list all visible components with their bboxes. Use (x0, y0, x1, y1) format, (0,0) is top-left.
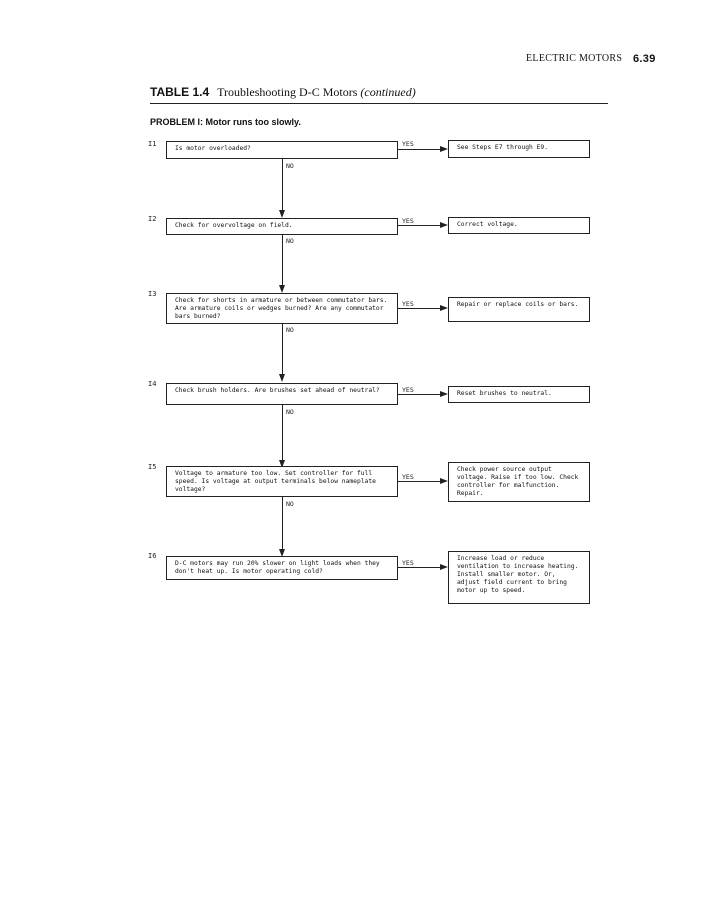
no-label-i2: NO (286, 237, 294, 245)
table-label: TABLE 1.4 (150, 85, 210, 99)
action-box-i5: Check power source output voltage. Raise if too low. Check controller for malfunction. Repair. (448, 462, 590, 502)
yes-arrow-i4 (440, 391, 448, 397)
no-line-i3 (282, 324, 283, 374)
step-id-i3: I3 (148, 290, 157, 298)
yes-arrow-i6 (440, 564, 448, 570)
question-box-i6: D-C motors may run 20% slower on light loads when they don't heat up. Is motor operating cold? (166, 556, 398, 580)
yes-line-i3 (398, 308, 440, 309)
page-number: 6.39 (633, 53, 656, 65)
step-id-i2: I2 (148, 215, 157, 223)
table-continued: (continued) (360, 85, 416, 99)
yes-line-i4 (398, 394, 440, 395)
action-box-i2: Correct voltage. (448, 217, 590, 234)
question-box-i4: Check brush holders. Are brushes set ahead of neutral? (166, 383, 398, 405)
yes-arrow-i5 (440, 478, 448, 484)
yes-line-i6 (398, 567, 440, 568)
yes-label-i3: YES (402, 300, 414, 308)
yes-arrow-i3 (440, 305, 448, 311)
question-box-i5: Voltage to armature too low. Set controller for full speed. Is voltage at output terminals below nameplate voltage? (166, 466, 398, 497)
yes-line-i1 (398, 149, 440, 150)
question-box-i2: Check for overvoltage on field. (166, 218, 398, 235)
no-line-i5 (282, 497, 283, 549)
no-arrow-i1 (279, 210, 285, 218)
step-id-i4: I4 (148, 380, 157, 388)
yes-line-i5 (398, 481, 440, 482)
no-label-i5: NO (286, 500, 294, 508)
yes-label-i4: YES (402, 386, 414, 394)
no-arrow-i3 (279, 374, 285, 382)
yes-line-i2 (398, 225, 440, 226)
yes-label-i2: YES (402, 217, 414, 225)
yes-arrow-i1 (440, 146, 448, 152)
question-box-i1: Is motor overloaded? (166, 141, 398, 159)
yes-arrow-i2 (440, 222, 448, 228)
running-header-section: ELECTRIC MOTORS (526, 53, 623, 64)
caption-rule (150, 103, 608, 104)
no-line-i4 (282, 405, 283, 460)
yes-label-i1: YES (402, 140, 414, 148)
table-title: Troubleshooting D-C Motors (217, 85, 358, 99)
yes-label-i5: YES (402, 473, 414, 481)
action-box-i3: Repair or replace coils or bars. (448, 297, 590, 322)
yes-label-i6: YES (402, 559, 414, 567)
action-box-i4: Reset brushes to neutral. (448, 386, 590, 403)
step-id-i5: I5 (148, 463, 157, 471)
no-line-i2 (282, 235, 283, 285)
table-caption (150, 85, 416, 100)
no-label-i4: NO (286, 408, 294, 416)
no-line-i1 (282, 159, 283, 210)
step-id-i6: I6 (148, 552, 157, 560)
action-box-i1: See Steps E7 through E9. (448, 140, 590, 158)
question-box-i3: Check for shorts in armature or between commutator bars. Are armature coils or wedges burned? Are any commutator bars burned? (166, 293, 398, 324)
step-id-i1: I1 (148, 140, 157, 148)
no-label-i1: NO (286, 162, 294, 170)
no-label-i3: NO (286, 326, 294, 334)
problem-heading: PROBLEM I: Motor runs too slowly. (150, 117, 301, 127)
no-arrow-i2 (279, 285, 285, 293)
action-box-i6: Increase load or reduce ventilation to increase heating. Install smaller motor. Or, adjust field current to bring motor up to speed. (448, 551, 590, 604)
